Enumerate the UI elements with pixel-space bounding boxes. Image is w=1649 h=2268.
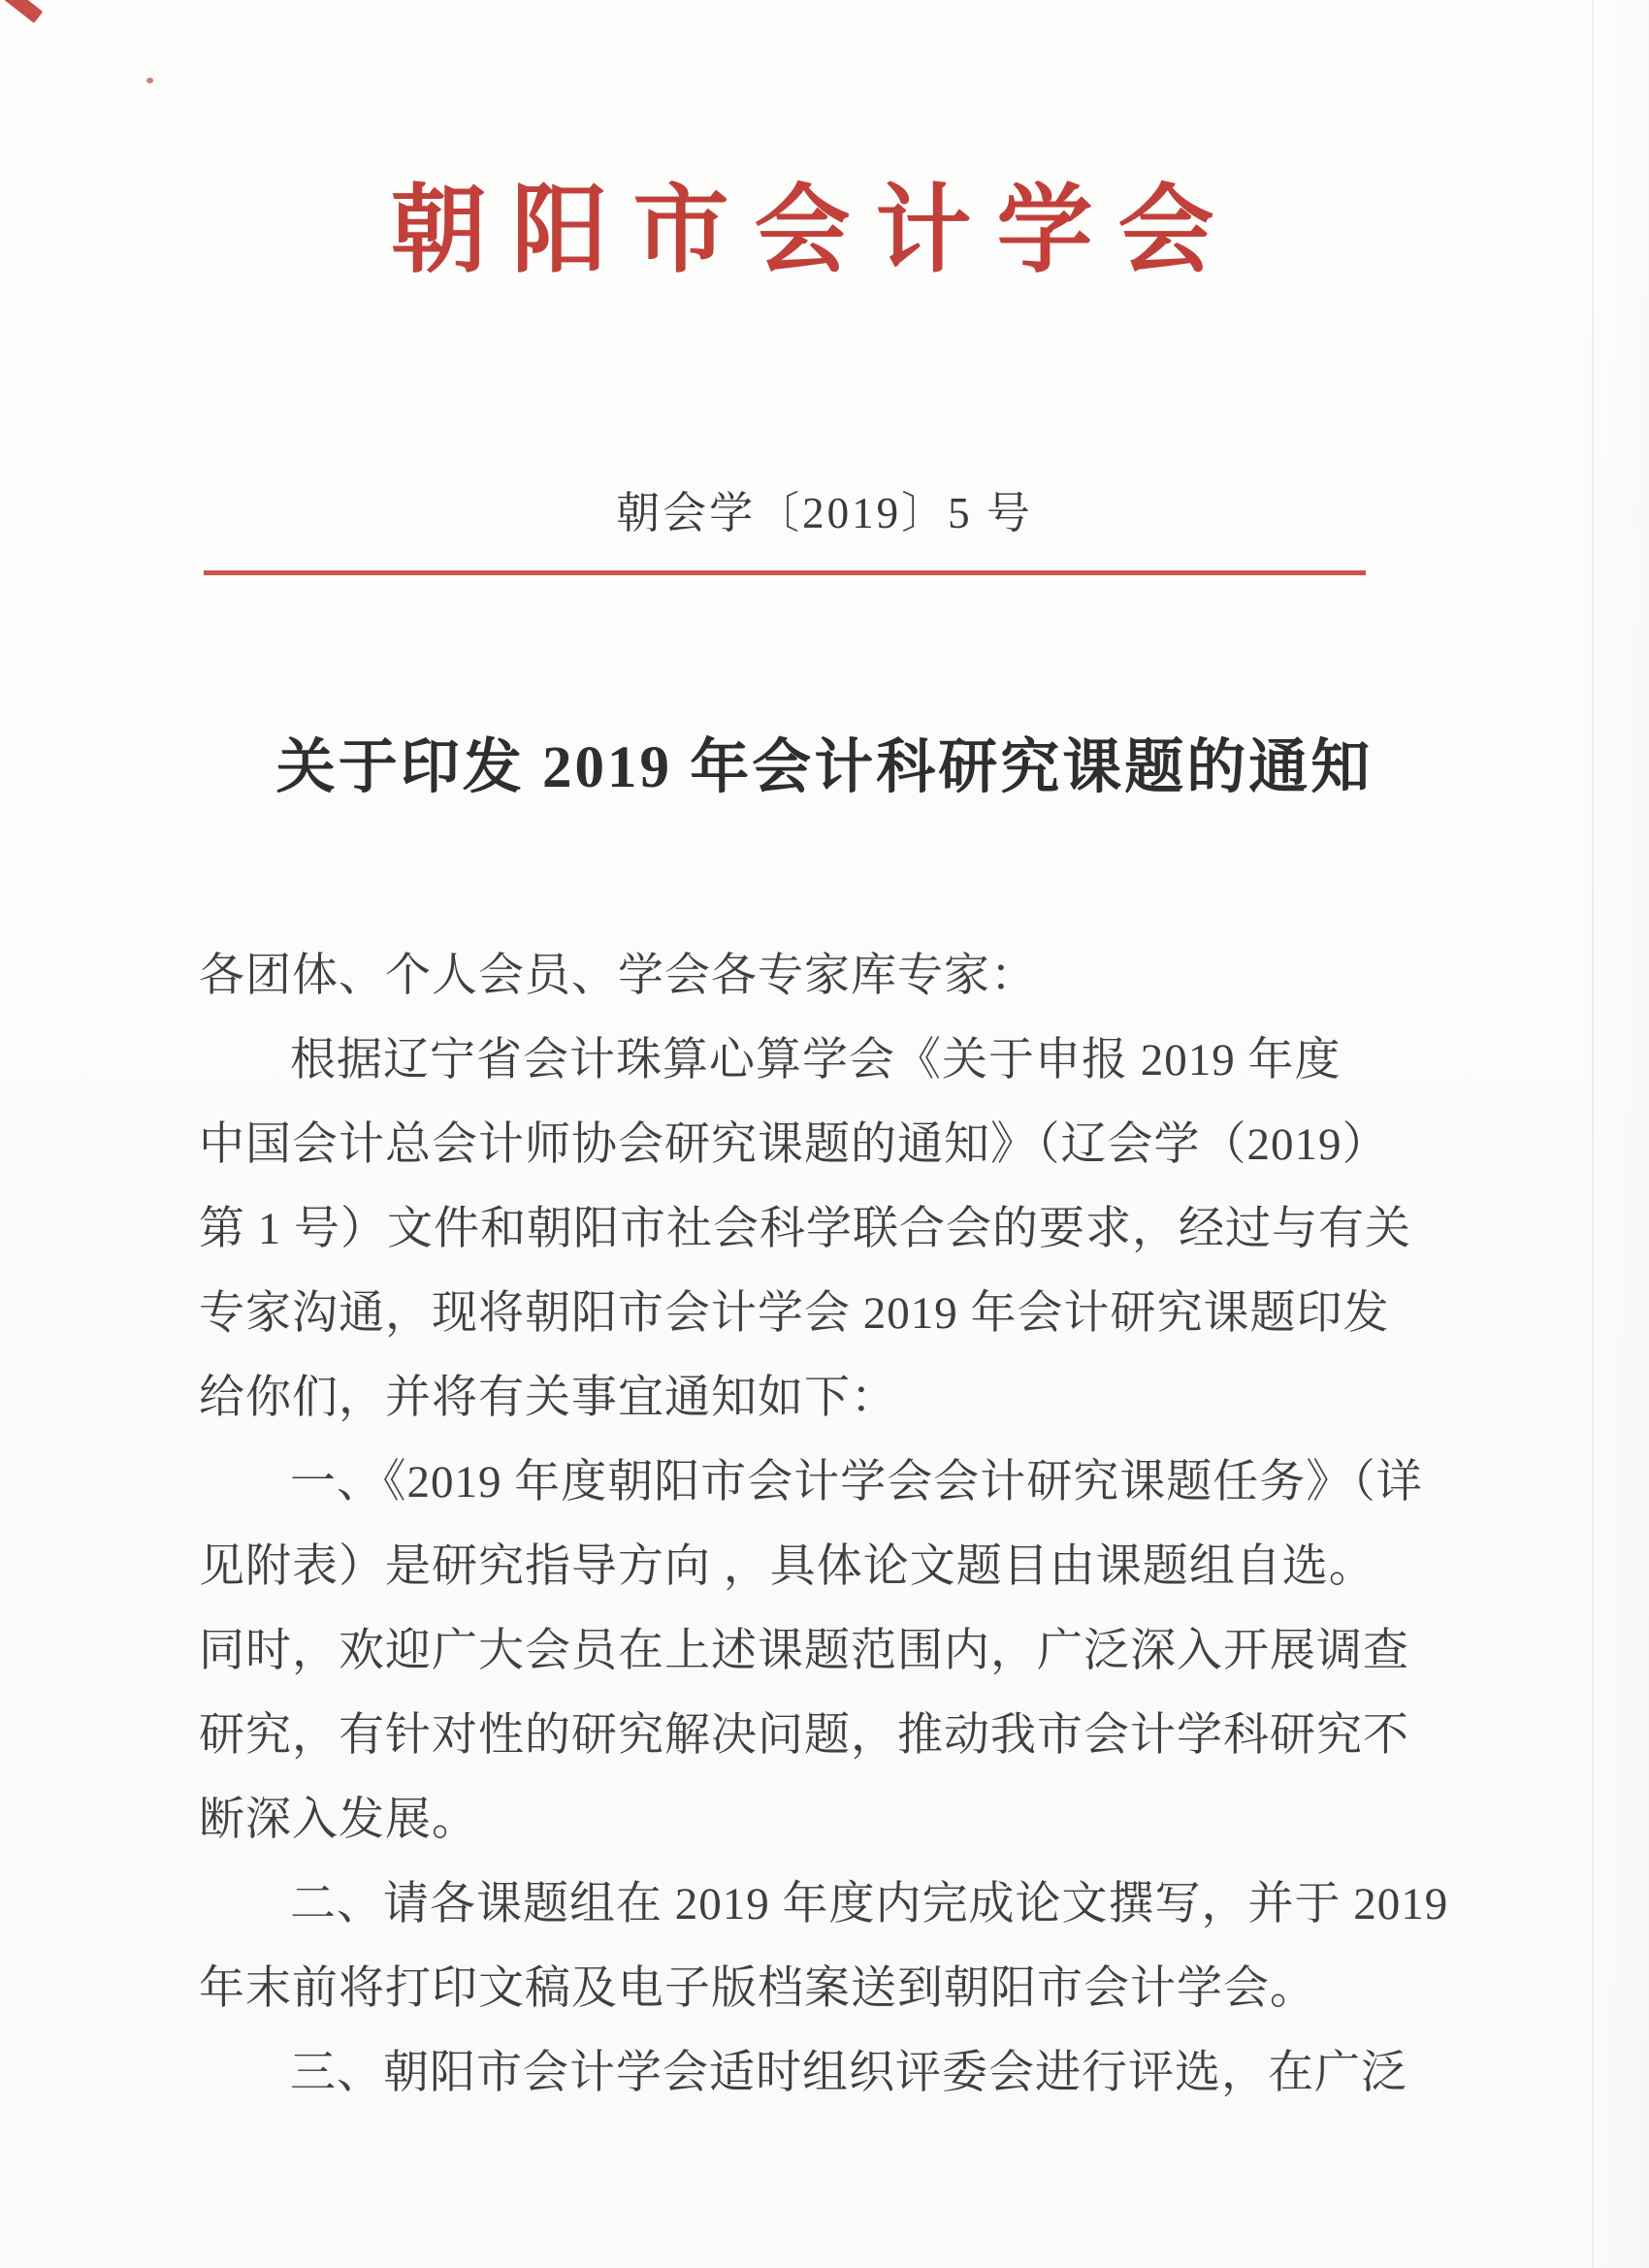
body-line: 给你们，并将有关事宜通知如下：	[199, 1373, 897, 1423]
body-line: 根据辽宁省会计珠算心算学会《关于申报 2019 年度	[290, 1035, 1342, 1085]
body-line: 中国会计总会计师协会研究课题的通知》（辽会学（2019）	[199, 1119, 1389, 1170]
red-ink-speck	[146, 78, 153, 83]
body-line: 见附表）是研究指导方向 ，具体论文题目由课题组自选。	[199, 1541, 1375, 1592]
salutation-line: 各团体、个人会员、学会各专家库专家：	[199, 951, 1037, 1001]
body-line: 研究，有针对性的研究解决问题，推动我市会计学科研究不	[199, 1710, 1409, 1761]
page-edge-shadow	[1593, 0, 1649, 2268]
document-title: 关于印发 2019 年会计科研究课题的通知	[275, 735, 1374, 800]
body-line: 年末前将打印文稿及电子版档案送到朝阳市会计学会。	[199, 1963, 1316, 2014]
document-body	[199, 929, 1460, 2111]
letterhead-org-name: 朝阳市会计学会	[390, 178, 1240, 284]
body-line: 一、《2019 年度朝阳市会计学会会计研究课题任务》（详	[290, 1457, 1423, 1507]
red-divider-line	[204, 570, 1366, 575]
body-line: 专家沟通，现将朝阳市会计学会 2019 年会计研究课题印发	[199, 1288, 1390, 1339]
body-line: 二、请各课题组在 2019 年度内完成论文撰写，并于 2019	[290, 1879, 1449, 1929]
body-line: 三、朝阳市会计学会适时组织评委会进行评选，在广泛	[290, 2048, 1407, 2098]
red-corner-pen-mark	[0, 0, 43, 23]
body-line: 同时，欢迎广大会员在上述课题范围内，广泛深入开展调查	[199, 1626, 1409, 1676]
body-line: 第 1 号）文件和朝阳市社会科学联合会的要求，经过与有关	[199, 1204, 1411, 1254]
document-number: 朝会学〔2019〕5 号	[616, 489, 1033, 537]
body-line: 断深入发展。	[199, 1795, 478, 1845]
